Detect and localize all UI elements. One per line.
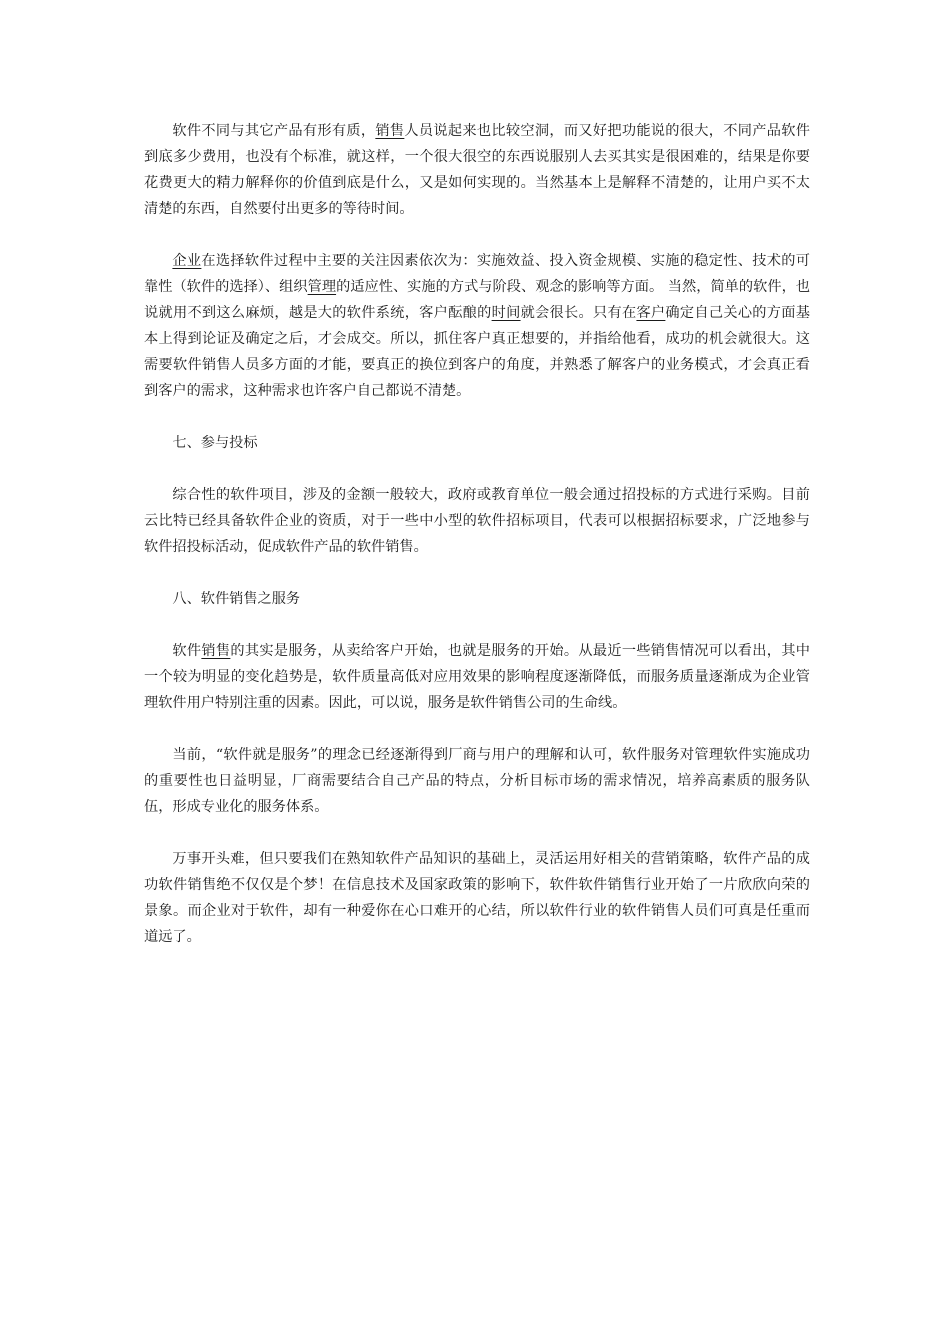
paragraph-2-text-a: 在选择软件过程中主要的关注因素依次为：实施效益、投入资金规模、实施的稳定性、技术的可靠性（软件的选择）、组织	[144, 253, 810, 295]
paragraph-1	[144, 118, 810, 222]
paragraph-3: 综合性的软件项目，涉及的金额一般较大，政府或教育单位一般会通过招投标的方式进行采购。目前云比特已经具备软件企业的资质，对于一些中小型的软件招标项目，代表可以根据招标要求，广泛地参与软件招投标活动，促成软件产品的软件销售。	[144, 487, 810, 555]
link-sales-2[interactable]: 销售	[201, 643, 231, 659]
paragraph-2-text-b: 的适应性、实施的方式与阶段、观念的影响等方面。 当然，简单的软件，也说就用不到这么麻烦，越是大的软件系统，客户酝酿的	[144, 279, 810, 321]
section-heading-8: 八、软件销售之服务	[172, 591, 301, 607]
paragraph-4-text-a: 软件	[172, 643, 202, 659]
paragraph-2-text-c: 就会很长。只有在	[520, 305, 637, 321]
paragraph-4	[144, 638, 810, 716]
link-sales[interactable]: 销售	[375, 123, 405, 139]
section-heading-7: 七、参与投标	[172, 435, 258, 451]
paragraph-6: 万事开头难，但只要我们在熟知软件产品知识的基础上，灵活运用好相关的营销策略，软件产品的成功软件销售绝不仅仅是个梦！在信息技术及国家政策的影响下，软件软件销售行业开始了一片欣欣向荣的景象。而企业对于软件，却有一种爱你在心口难开的心结，所以软件行业的软件销售人员们可真是任重而道远了。	[144, 851, 810, 945]
paragraph-4-text-b: 的其实是服务，从卖给客户开始，也就是服务的开始。从最近一些销售情况可以看出，其中一个较为明显的变化趋势是，软件质量高低对应用效果的影响程度逐渐降低，而服务质量逐渐成为企业管理软件用户特别注重的因素。因此，可以说，服务是软件销售公司的生命线。	[144, 643, 810, 711]
paragraph-1-text-b: 人员说起来也比较空洞，而又好把功能说的很大，不同产品软件到底多少费用，也没有个标准，就这样，一个很大很空的东西说服别人去买其实是很困难的，结果是你要花费更大的精力解释你的价值到底是什么，又是如何实现的。当然基本上是解释不清楚的，让用户买不太清楚的东西，自然要付出更多的等待时间。	[144, 123, 810, 217]
document-body	[144, 118, 810, 976]
paragraph-2	[144, 248, 810, 404]
link-customer[interactable]: 客户	[636, 305, 666, 321]
link-time[interactable]: 时间	[491, 305, 521, 321]
paragraph-5: 当前，“软件就是服务”的理念已经逐渐得到厂商与用户的理解和认可，软件服务对管理软件实施成功的重要性也日益明显，厂商需要结合自己产品的特点，分析目标市场的需求情况，培养高素质的服务队伍，形成专业化的服务体系。	[144, 747, 810, 815]
link-management[interactable]: 管理	[307, 279, 337, 295]
paragraph-2-text-d: 确定自己关心的方面基本上得到论证及确定之后，才会成交。所以，抓住客户真正想要的，并指给他看，成功的机会就很大。这需要软件销售人员多方面的才能，要真正的换位到客户的角度，并熟悉了解客户的业务模式，才会真正看到客户的需求，这种需求也许客户自己都说不清楚。	[144, 305, 810, 399]
paragraph-1-text-a: 软件不同与其它产品有形有质，	[172, 123, 376, 139]
link-enterprise[interactable]: 企业	[172, 253, 202, 269]
